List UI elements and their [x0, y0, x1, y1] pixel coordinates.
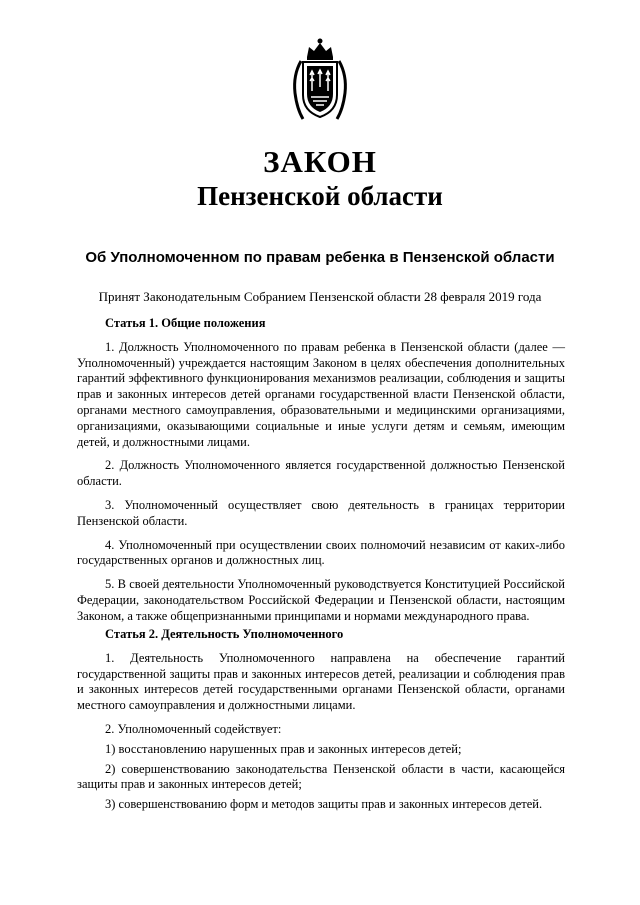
paragraph: 4. Уполномоченный при осуществлении своих полномочий независим от каких-либо государственных органов и должностных лиц.	[77, 537, 565, 568]
paragraph: 5. В своей деятельности Уполномоченный руководствуется Конституцией Российской Федерации, законодательством Российской Федерации и Пензенской области, настоящим Законом, а также общепризнанными принципами и нормами международного права.	[77, 577, 565, 623]
paragraph: 1. Должность Уполномоченного по правам ребенка в Пензенской области (далее — Уполномоченный) учреждается настоящим Законом в целях обеспечения дополнительных гарантий эффективного функционирования механизмов реализации, соблюдения и защиты прав и законных интересов детей органами государственной власти Пензенской области, органами местного самоуправления, образовательными и медицинскими организациями, организациями, оказывающими социальные и иные услуги детям и семьям, имеющим детей, и должностными лицами.	[77, 339, 565, 449]
region-subtitle: Пензенской области	[197, 181, 443, 211]
law-name: Об Уполномоченном по правам ребенка в Пензенской области	[85, 249, 555, 266]
adoption-note: Принят Законодательным Собранием Пензенской области 28 февраля 2019 года	[98, 289, 542, 304]
paragraph: 2. Уполномоченный содействует:	[105, 721, 282, 736]
article-heading: Статья 1. Общие положения	[105, 316, 266, 330]
law-title: ЗАКОН	[263, 144, 377, 179]
list-item: 2) совершенствованию законодательства Пензенской области в части, касающейся защиты прав и законных интересов детей;	[77, 761, 565, 792]
list-item: 3) совершенствованию форм и методов защиты прав и законных интересов детей.	[105, 797, 543, 812]
paragraph: 1. Деятельность Уполномоченного направлена на обеспечение гарантий государственной защиты прав и законных интересов детей, реализации и соблюдения прав и законных интересов детей государственными органами Пензенской области, органами местного самоуправления и должностными лицами.	[77, 650, 565, 713]
article-2	[77, 627, 565, 817]
list-item: 1) восстановлению нарушенных прав и законных интересов детей;	[105, 741, 462, 756]
paragraph: 3. Уполномоченный осуществляет свою деятельность в границах территории Пензенской области.	[77, 497, 565, 528]
coat-of-arms-icon	[289, 35, 351, 123]
paragraph: 2. Должность Уполномоченного является государственной должностью Пензенской области.	[77, 458, 565, 489]
article-1	[77, 316, 565, 633]
article-heading: Статья 2. Деятельность Уполномоченного	[105, 627, 344, 641]
